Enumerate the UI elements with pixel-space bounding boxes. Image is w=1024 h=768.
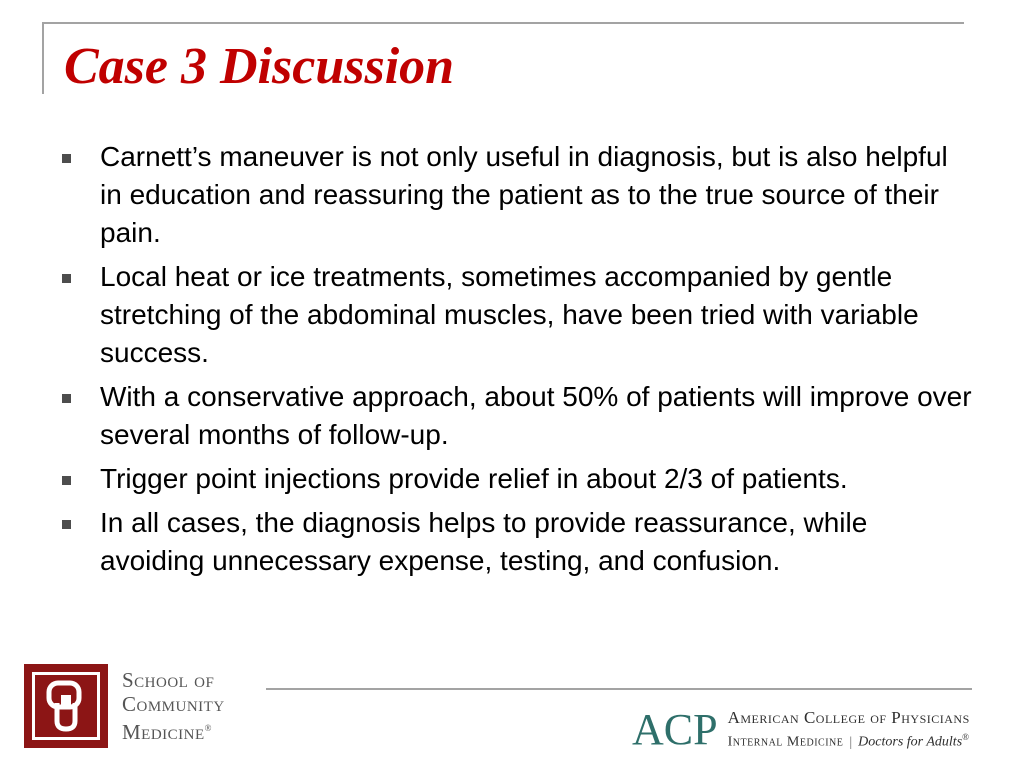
- acp-text-block: [728, 708, 970, 752]
- frame-top-line: [42, 22, 964, 24]
- scm-line-3: [122, 716, 225, 744]
- bullet-list: [62, 138, 972, 586]
- bullet-item: [62, 258, 972, 372]
- acp-organization-name: American College of Physicians: [727, 708, 970, 728]
- square-bullet-icon: [62, 274, 71, 283]
- registered-mark: ®: [962, 732, 969, 743]
- scm-line-1: [122, 668, 225, 692]
- square-bullet-icon: [62, 394, 71, 403]
- scm-line-2: Community: [122, 692, 225, 716]
- acp-tagline-left: Internal Medicine: [727, 734, 844, 750]
- bullet-item: [62, 504, 972, 580]
- bullet-text: With a conservative approach, about 50% of patients will improve over several months of follow-up.: [100, 381, 972, 450]
- scm-medicine-word: Medicine: [122, 720, 205, 744]
- scm-school-word: School: [122, 668, 189, 692]
- square-bullet-icon: [62, 154, 71, 163]
- square-bullet-icon: [62, 520, 71, 529]
- bullet-text: Carnett’s maneuver is not only useful in diagnosis, but is also helpful in education and reassuring the patient as to the true source of their pain.: [100, 141, 948, 248]
- acp-tagline: [728, 728, 970, 752]
- bullet-item: [62, 460, 972, 498]
- school-of-community-medicine-logo: [122, 668, 225, 744]
- frame-left-line: [42, 22, 44, 94]
- ou-logo: [24, 664, 108, 748]
- bullet-text: Trigger point injections provide relief in about 2/3 of patients.: [100, 463, 848, 494]
- square-bullet-icon: [62, 476, 71, 485]
- footer-divider: [266, 688, 972, 690]
- acp-logo: [632, 705, 970, 754]
- ou-logo-frame: [32, 672, 100, 740]
- bullet-text: In all cases, the diagnosis helps to provide reassurance, while avoiding unnecessary expense, testing, and confusion.: [100, 507, 868, 576]
- bullet-item: [62, 138, 972, 252]
- acp-tagline-separator: |: [849, 734, 853, 750]
- slide-title: Case 3 Discussion: [64, 38, 455, 95]
- ou-interlocking-mark-icon: [35, 675, 97, 737]
- registered-mark: ®: [204, 723, 213, 733]
- scm-of-word: of: [194, 668, 215, 692]
- bullet-item: [62, 378, 972, 454]
- acp-mark: ACP: [632, 705, 718, 754]
- bullet-text: Local heat or ice treatments, sometimes accompanied by gentle stretching of the abdominal muscles, have been tried with variable success.: [100, 261, 919, 368]
- acp-tagline-right: Doctors for Adults: [858, 734, 963, 750]
